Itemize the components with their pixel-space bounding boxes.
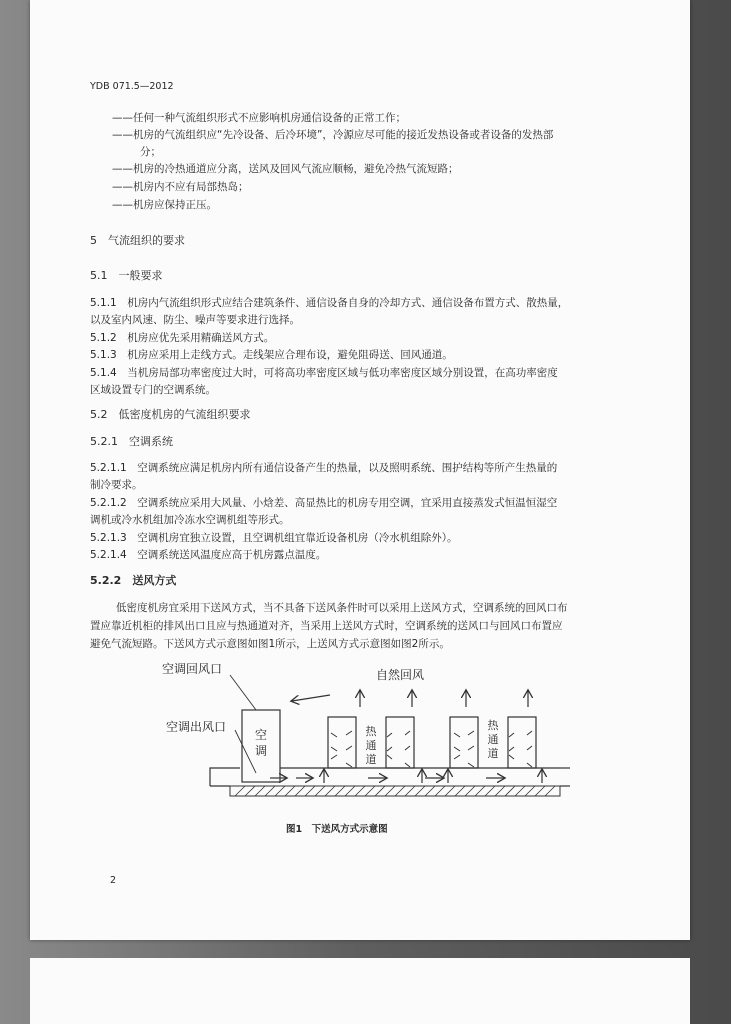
hot-aisle-2-char-1: 热 — [487, 719, 499, 732]
clause-5-2-1-4: 5.2.1.4 空调系统送风温度应高于机房露点温度。 — [90, 549, 327, 561]
clause-5-2-1-3: 5.2.1.3 空调机房宜独立设置，且空调机组宜靠近设备机房（冷水机组除外）。 — [90, 532, 458, 544]
clause-5-2-1-2: 5.2.1.2 空调系统应采用大风量、小焓差、高显热比的机房专用空调，宜采用直接蒸发式恒温恒湿空 — [90, 497, 558, 509]
hot-aisle-1-char-1: 热 — [365, 725, 377, 738]
clause-5-1-1-cont: 以及室内风速、防尘、噪声等要求进行选择。 — [90, 314, 300, 326]
para-5-2-2-line1: 低密度机房宜采用下送风方式，当不具备下送风条件时可以采用上送风方式，空调系统的回风口布 — [116, 602, 568, 614]
label-supply-vent: 空调出风口 — [166, 720, 227, 734]
hot-aisle-2-char-2: 通 — [487, 733, 499, 746]
ac-char-1: 空 — [254, 728, 268, 742]
section-5-1-heading: 5.1 一般要求 — [90, 269, 163, 282]
clause-5-1-1: 5.1.1 机房内气流组织形式应结合建筑条件、通信设备自身的冷却方式、通信设备布置方式、散热量， — [90, 297, 569, 309]
section-5-2-1-heading: 5.2.1 空调系统 — [90, 435, 173, 448]
para-5-2-2-line3: 避免气流短路。下送风方式示意图如图1所示，上送风方式示意图如图2所示。 — [90, 638, 450, 650]
section-5-2-2-heading: 5.2.2 送风方式 — [90, 574, 177, 587]
bullet-2: ——机房的气流组织应“先冷设备、后冷环境”，冷源应尽可能的接近发热设备或者设备的发热部 — [112, 129, 554, 141]
airflow-arrows — [270, 691, 542, 783]
doc-header-code: YDB 071.5—2012 — [90, 81, 174, 92]
clause-5-2-1-2-cont: 调机或冷水机组加冷冻水空调机组等形式。 — [90, 514, 290, 526]
figure-1-diagram — [30, 655, 690, 815]
clause-5-1-4: 5.1.4 当机房局部功率密度过大时，可将高功率密度区域与低功率密度区域分别设置，在高功率密度 — [90, 367, 558, 379]
hot-aisle-1-char-3: 道 — [365, 753, 377, 766]
hot-aisle-1 — [366, 724, 378, 766]
page-number: 2 — [110, 875, 117, 886]
raised-floor — [210, 768, 570, 786]
figure-1-caption: 图1 下送风方式示意图 — [286, 824, 388, 835]
hot-aisle-2 — [488, 718, 500, 760]
bullet-1: ——任何一种气流组织形式不应影响机房通信设备的正常工作； — [112, 112, 406, 124]
leader-lines — [230, 675, 256, 773]
hot-aisle-2-char-3: 道 — [487, 747, 499, 760]
clause-5-2-1-1-cont: 制冷要求。 — [90, 479, 143, 491]
bullet-5: ——机房应保持正压。 — [112, 199, 217, 211]
bullet-3: ——机房的冷热通道应分离，送风及回风气流应顺畅，避免冷热气流短路； — [112, 163, 459, 175]
label-return-vent: 空调回风口 — [162, 662, 223, 676]
next-page-edge — [30, 958, 690, 1024]
section-5-heading: 5 气流组织的要求 — [90, 234, 185, 247]
para-5-2-2-line2: 置应靠近机柜的排风出口且应与热通道对齐，当采用上送风方式时，空调系统的送风口与回风口布置应 — [90, 620, 563, 632]
clause-5-1-2: 5.1.2 机房应优先采用精确送风方式。 — [90, 332, 275, 344]
bullet-2-cont: 分； — [140, 146, 161, 158]
ac-unit — [242, 710, 280, 782]
ac-char-2: 调 — [254, 744, 268, 758]
clause-5-1-3: 5.1.3 机房应采用上走线方式。走线架应合理布设，避免阻碍送、回风通道。 — [90, 349, 453, 361]
return-air-arrow — [292, 695, 330, 701]
hot-aisle-1-char-2: 通 — [365, 739, 377, 752]
clause-5-2-1-1: 5.2.1.1 空调系统应满足机房内所有通信设备产生的热量，以及照明系统、围护结构等所产生热量的 — [90, 462, 558, 474]
label-natural-return: 自然回风 — [376, 668, 425, 682]
equipment-racks — [328, 717, 536, 768]
rack-airflow-marks — [331, 731, 532, 767]
floor-slab — [230, 786, 560, 796]
document-page — [30, 0, 690, 940]
bullet-4: ——机房内不应有局部热岛； — [112, 181, 249, 193]
clause-5-1-4-cont: 区域设置专门的空调系统。 — [90, 384, 216, 396]
section-5-2-heading: 5.2 低密度机房的气流组织要求 — [90, 408, 251, 421]
